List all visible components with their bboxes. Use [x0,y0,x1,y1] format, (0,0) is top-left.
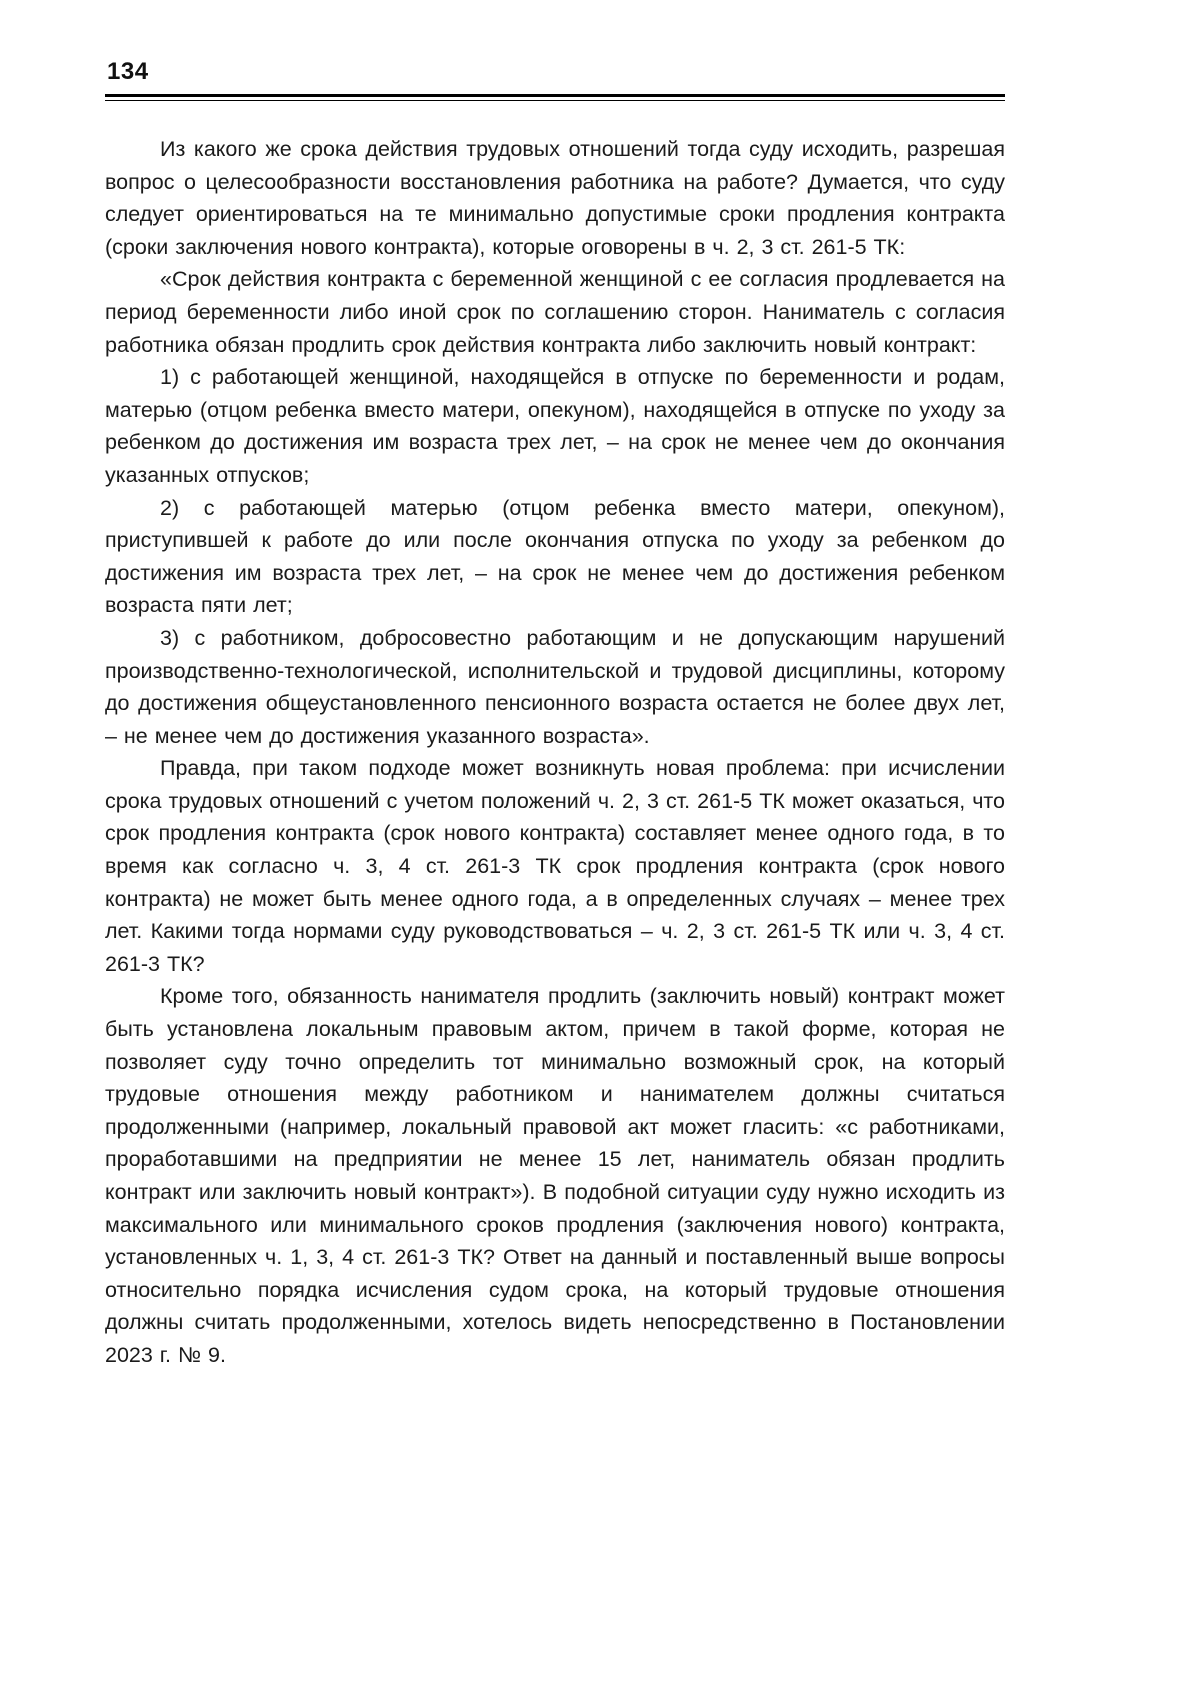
paragraph-list-item-3: 3) с работником, добросовестно работающим и не допускающим нарушений производственно-технологической, исполнительской и трудовой дисциплины, которому до достижения общеустановленного пенсионного возраста остается не более двух лет, – не менее чем до достижения указанного возраста». [105,625,1005,748]
paragraph-problem: Правда, при таком подходе может возникнуть новая проблема: при исчислении срока трудовых отношений с учетом положений ч. 2, 3 ст. 261-5 ТК может оказаться, что срок продления контракта (срок нового контракта) составляет менее одного года, в то время как согласно ч. 3, 4 ст. 261-3 ТК срок продления контракта (срок нового контракта) не может быть менее одного года, а в определенных случаях – менее трех лет. Какими тогда нормами суду руководствоваться – ч. 2, 3 ст. 261-5 ТК или ч. 3, 4 ст. 261-3 ТК? [105,756,1005,976]
paragraph-conclusion: Кроме того, обязанность нанимателя продлить (заключить новый) контракт может быть установлена локальным правовым актом, причем в такой форме, которая не позволяет суду точно определить тот минимально возможный срок, на который трудовые отношения между работником и нанимателем должны считаться продолженными (например, локальный правовой акт может гласить: «с работниками, проработавшими на предприятии не менее 15 лет, наниматель обязан продлить контракт или заключить новый контракт»). В подобной ситуации суду нужно исходить из максимального или минимального сроков продления (заключения нового) контракта, установленных ч. 1, 3, 4 ст. 261-3 ТК? Ответ на данный и поставленный выше вопросы относительно порядка исчисления судом срока, на который трудовые отношения должны считать продолженными, хотелось видеть непосредственно в Постановлении 2023 г. № 9. [105,984,1005,1367]
page-body [105,133,1005,1372]
header-rule [105,94,1005,101]
paragraph-list-item-1: 1) с работающей женщиной, находящейся в отпуске по беременности и родам, матерью (отцом ребенка вместо матери, опекуном), находящейся в отпуске по уходу за ребенком до достижения им возраста трех лет, – на срок не менее чем до окончания указанных отпусков; [105,365,1005,487]
paragraph-quote-start: «Срок действия контракта с беременной женщиной с ее согласия продлевается на период беременности либо иной срок по соглашению сторон. Наниматель с согласия работника обязан продлить срок действия контракта либо заключить новый контракт: [105,267,1005,357]
paragraph-list-item-2: 2) с работающей матерью (отцом ребенка вместо матери, опекуном), приступившей к работе до или после окончания отпуска по уходу за ребенком до достижения им возраста трех лет, – на срок не менее чем до достижения ребенком возраста пяти лет; [105,495,1005,618]
document-page [105,0,1005,1372]
page-number: 134 [107,58,149,85]
paragraph-intro: Из какого же срока действия трудовых отношений тогда суду исходить, разрешая вопрос о целесообразности восстановления работника на работе? Думается, что суду следует ориентироваться на те минимально допустимые сроки продления контракта (сроки заключения нового контракта), которые оговорены в ч. 2, 3 ст. 261-5 ТК: [105,137,1005,259]
page-header [105,0,1005,101]
